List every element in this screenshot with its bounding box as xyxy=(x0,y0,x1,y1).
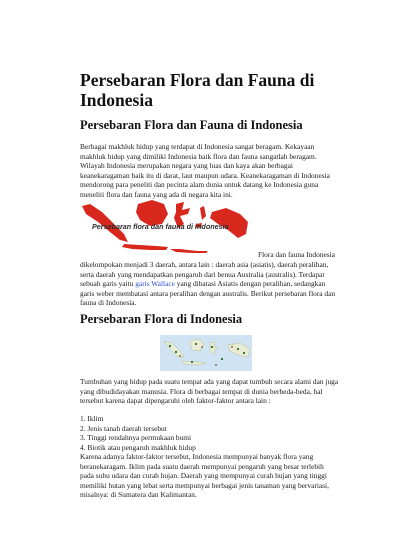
page-title: Persebaran Flora dan Fauna di Indonesia xyxy=(80,70,315,110)
garis-wallace-link[interactable]: garis Wallace xyxy=(135,279,175,289)
flora-marker xyxy=(179,355,181,357)
flora-marker xyxy=(221,358,223,360)
section-heading-flora: Persebaran Flora di Indonesia xyxy=(80,312,243,326)
flora-marker xyxy=(201,346,203,348)
section-heading-flora-fauna: Persebaran Flora dan Fauna di Indonesia xyxy=(80,118,303,132)
flora-climate-paragraph: Karena adanya faktor-faktor tersebut, Indonesia mempunyai banyak flora yang beranekaragam. Iklim pada suatu daerah mempunyai pengaruh yang besar terlebih pada suhu udara dan curah hujan. Daerah yang mempunyai curah hujan yang tinggi memiliki hutan yang lebat serta mempunyai berbagai jenis tanaman yang bervariasi, misalnya: di Sumatera dan Kalimantan. xyxy=(80,452,329,500)
flora-marker xyxy=(211,346,213,348)
indonesia-red-map-image xyxy=(80,196,250,258)
image-caption: Flora dan fauna Indonesia xyxy=(258,250,335,259)
flora-marker xyxy=(169,345,171,347)
list-item: 1. Iklim xyxy=(80,414,104,423)
list-item: 2. Jenis tanah daerah tersebut xyxy=(80,423,167,433)
flora-intro-paragraph: Tumbuhan yang hidup pada suatu tempat ada yang dapat tumbuh secara alami dan juga yang dibudidayakan manusia. Flora di berbagai tempat di dunia berbeda-beda, hal tersebut karena dapat dipengaruhi oleh faktor-faktor antara lain : xyxy=(80,377,339,406)
paragraph-text-after-link: yang dibatasi Asiatis dengan peralihan, sedangkan garis weber membatasi antara peralihan dengan australis. Berikut persebaran flora dan fauna di Indonesia. xyxy=(80,279,336,308)
flora-marker xyxy=(231,346,233,348)
list-item: 4. Biotik atau pengaruh makhluk hidup xyxy=(80,442,196,452)
flora-marker xyxy=(215,364,217,366)
flora-marker xyxy=(195,343,197,345)
flora-distribution-map-image xyxy=(160,335,252,371)
map-label: Persebaran flora dan fauna di indonesia xyxy=(92,222,229,231)
map-nusa-tenggara xyxy=(170,249,208,253)
map-java xyxy=(122,244,168,250)
intro-paragraph: Berbagai makhluk hidup yang terdapat di Indonesia sangat beragam. Kekayaan makhluk hidup yang dimiliki Indonesia baik flora dan fauna sangatlah beragam. Wilayah Indonesia merupakan negara yang luas dan kaya akan berbagai keanekaragaman baik itu di darat, laut maupun udara. Keanekaragaman di Indonesia mendorong para peneliti dan pecinta alam dunia untuk datang ke Indonesia guna meneliti flora dan fauna yang ada di negara kita ini. xyxy=(80,142,330,199)
flora-marker xyxy=(237,348,239,350)
factor-list xyxy=(80,414,196,452)
list-item: 3. Tinggi rendahnya permukaan bumi xyxy=(80,433,192,443)
flora-marker xyxy=(243,352,245,354)
flora-marker xyxy=(191,361,193,363)
flora-marker xyxy=(175,351,177,353)
distribution-paragraph xyxy=(80,260,340,308)
paragraph-text-before-link: dikelompokan menjadi 3 daerah, antara lain : daerah asia (asiatis), daerah peralihan, serta daerah yang mendapatkan pengaruh dari benua Australia (australis). Terdapat sebuah garis yaitu xyxy=(80,260,329,289)
